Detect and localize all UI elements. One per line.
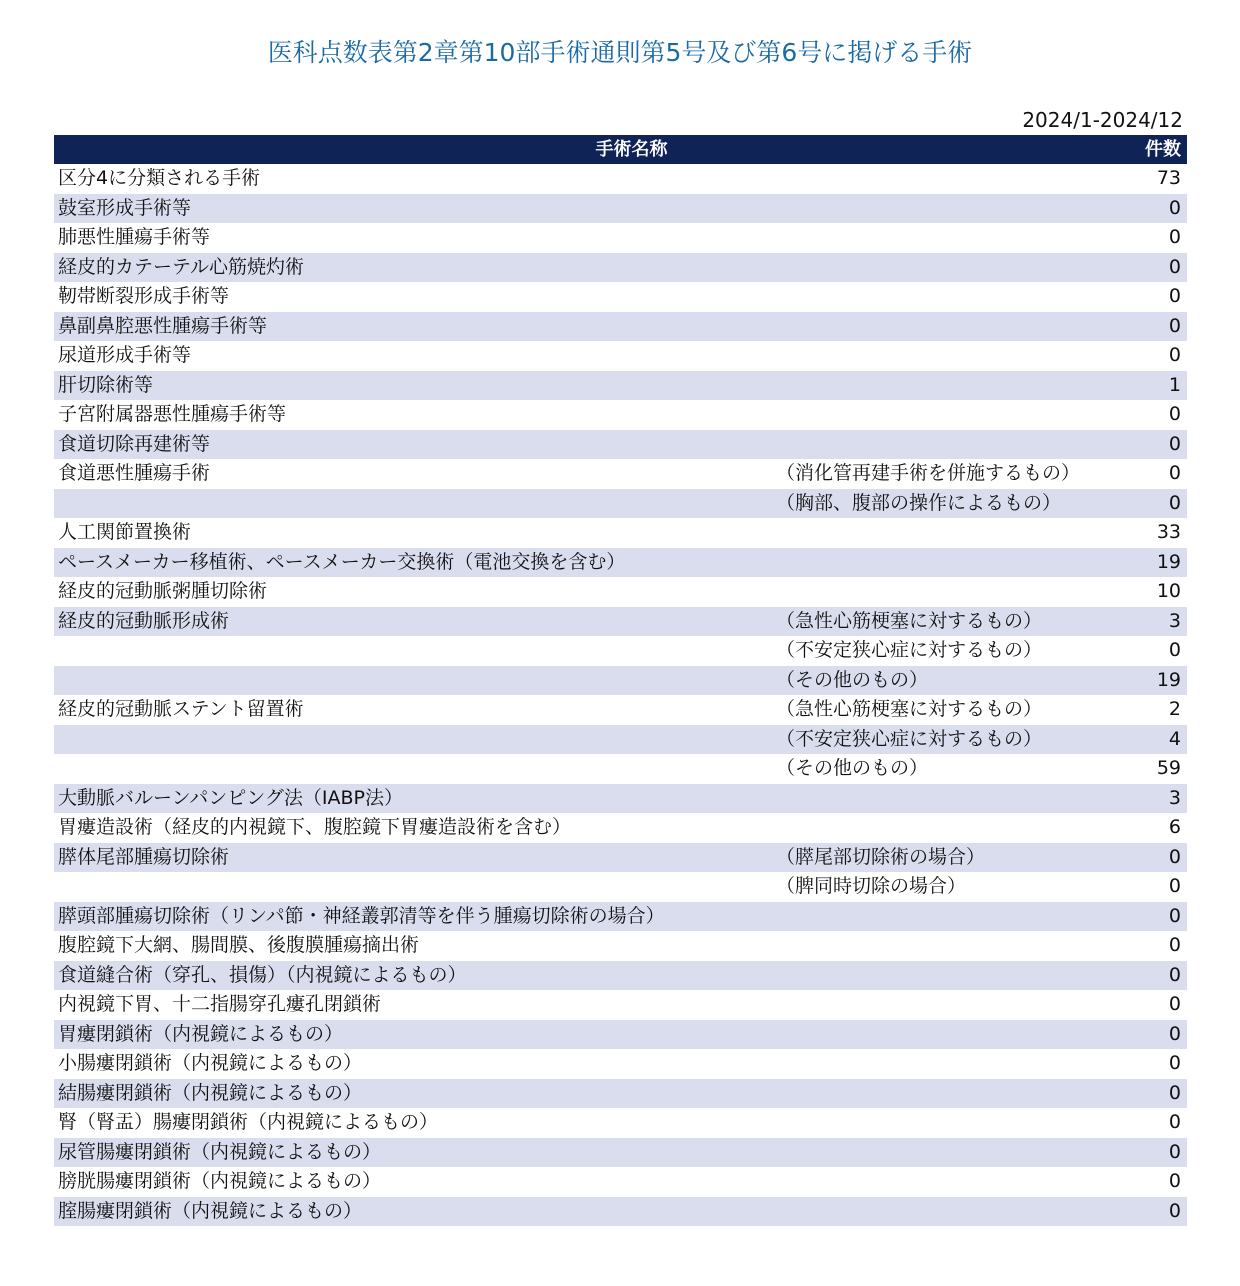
surgery-subtype-cell bbox=[774, 990, 1119, 1020]
surgery-count-table bbox=[54, 135, 1187, 1226]
surgery-subtype-cell bbox=[774, 371, 1119, 401]
surgery-name-cell: 経皮的冠動脈ステント留置術 bbox=[54, 695, 774, 725]
surgery-name-cell: 鼻副鼻腔悪性腫瘍手術等 bbox=[54, 312, 774, 342]
surgery-name-cell: 食道縫合術（穿孔、損傷）（内視鏡によるもの） bbox=[54, 961, 774, 991]
surgery-name-cell: 肝切除術等 bbox=[54, 371, 774, 401]
surgery-subtype-cell bbox=[774, 902, 1119, 932]
table-row bbox=[54, 636, 1187, 666]
surgery-name-cell: 小腸瘻閉鎖術（内視鏡によるもの） bbox=[54, 1049, 774, 1079]
surgery-subtype-cell bbox=[774, 194, 1119, 224]
surgery-subtype-cell bbox=[774, 931, 1119, 961]
surgery-name-cell: 靭帯断裂形成手術等 bbox=[54, 282, 774, 312]
count-cell: 19 bbox=[1119, 548, 1187, 578]
surgery-subtype-cell bbox=[774, 400, 1119, 430]
surgery-subtype-cell bbox=[774, 1049, 1119, 1079]
surgery-subtype-cell: （膵尾部切除術の場合） bbox=[774, 843, 1119, 873]
table-row bbox=[54, 1108, 1187, 1138]
surgery-name-cell: 人工関節置換術 bbox=[54, 518, 774, 548]
surgery-name-cell: 経皮的冠動脈粥腫切除術 bbox=[54, 577, 774, 607]
surgery-name-cell: 結腸瘻閉鎖術（内視鏡によるもの） bbox=[54, 1079, 774, 1109]
surgery-subtype-cell: （不安定狭心症に対するもの） bbox=[774, 636, 1119, 666]
table-row bbox=[54, 872, 1187, 902]
page-title: 医科点数表第2章第10部手術通則第5号及び第6号に掲げる手術 bbox=[267, 38, 973, 67]
table-row bbox=[54, 695, 1187, 725]
count-cell: 0 bbox=[1119, 990, 1187, 1020]
count-cell: 0 bbox=[1119, 253, 1187, 283]
surgery-name-cell: 膵頭部腫瘍切除術（リンパ節・神経叢郭清等を伴う腫瘍切除術の場合） bbox=[54, 902, 774, 932]
count-cell: 4 bbox=[1119, 725, 1187, 755]
surgery-subtype-cell bbox=[774, 223, 1119, 253]
table-row bbox=[54, 548, 1187, 578]
count-cell: 0 bbox=[1119, 1167, 1187, 1197]
count-cell: 0 bbox=[1119, 1079, 1187, 1109]
surgery-name-cell bbox=[54, 489, 774, 519]
count-cell: 0 bbox=[1119, 1020, 1187, 1050]
count-cell: 0 bbox=[1119, 1138, 1187, 1168]
table-row bbox=[54, 607, 1187, 637]
count-cell: 0 bbox=[1119, 1197, 1187, 1227]
table-row bbox=[54, 312, 1187, 342]
surgery-subtype-cell bbox=[774, 1138, 1119, 1168]
surgery-subtype-cell: （急性心筋梗塞に対するもの） bbox=[774, 607, 1119, 637]
table-row bbox=[54, 341, 1187, 371]
table-row bbox=[54, 577, 1187, 607]
count-cell: 6 bbox=[1119, 813, 1187, 843]
surgery-name-cell: 食道切除再建術等 bbox=[54, 430, 774, 460]
table-header-row bbox=[54, 135, 1187, 164]
count-cell: 3 bbox=[1119, 607, 1187, 637]
surgery-subtype-cell bbox=[774, 312, 1119, 342]
count-cell: 33 bbox=[1119, 518, 1187, 548]
table-row bbox=[54, 430, 1187, 460]
surgery-name-cell: 膀胱腸瘻閉鎖術（内視鏡によるもの） bbox=[54, 1167, 774, 1197]
surgery-subtype-cell bbox=[774, 784, 1119, 814]
surgery-subtype-cell bbox=[774, 813, 1119, 843]
table-row bbox=[54, 1049, 1187, 1079]
count-cell: 19 bbox=[1119, 666, 1187, 696]
table-row bbox=[54, 194, 1187, 224]
surgery-name-cell: 尿道形成手術等 bbox=[54, 341, 774, 371]
surgery-subtype-cell: （胸部、腹部の操作によるもの） bbox=[774, 489, 1119, 519]
table-row bbox=[54, 164, 1187, 194]
surgery-name-cell: 腹腔鏡下大網、腸間膜、後腹膜腫瘍摘出術 bbox=[54, 931, 774, 961]
table-row bbox=[54, 902, 1187, 932]
table-row bbox=[54, 518, 1187, 548]
count-cell: 0 bbox=[1119, 636, 1187, 666]
surgery-name-cell: 胃瘻造設術（経皮的内視鏡下、腹腔鏡下胃瘻造設術を含む） bbox=[54, 813, 774, 843]
count-cell: 0 bbox=[1119, 312, 1187, 342]
surgery-name-cell: 鼓室形成手術等 bbox=[54, 194, 774, 224]
count-cell: 0 bbox=[1119, 282, 1187, 312]
surgery-subtype-cell bbox=[774, 961, 1119, 991]
surgery-subtype-cell bbox=[774, 341, 1119, 371]
header-count: 件数 bbox=[1119, 135, 1187, 164]
table-row bbox=[54, 1197, 1187, 1227]
count-cell: 73 bbox=[1119, 164, 1187, 194]
surgery-subtype-cell: （その他のもの） bbox=[774, 666, 1119, 696]
table-row bbox=[54, 961, 1187, 991]
count-cell: 0 bbox=[1119, 902, 1187, 932]
surgery-name-cell: 経皮的カテーテル心筋焼灼術 bbox=[54, 253, 774, 283]
surgery-subtype-cell bbox=[774, 1020, 1119, 1050]
count-cell: 3 bbox=[1119, 784, 1187, 814]
table-row bbox=[54, 489, 1187, 519]
surgery-name-cell: ペースメーカー移植術、ペースメーカー交換術（電池交換を含む） bbox=[54, 548, 774, 578]
count-cell: 0 bbox=[1119, 872, 1187, 902]
surgery-subtype-cell bbox=[774, 577, 1119, 607]
table-row bbox=[54, 223, 1187, 253]
surgery-subtype-cell bbox=[774, 253, 1119, 283]
surgery-name-cell bbox=[54, 725, 774, 755]
surgery-name-cell: 膵体尾部腫瘍切除術 bbox=[54, 843, 774, 873]
count-cell: 0 bbox=[1119, 1108, 1187, 1138]
count-cell: 59 bbox=[1119, 754, 1187, 784]
surgery-name-cell: 腎（腎盂）腸瘻閉鎖術（内視鏡によるもの） bbox=[54, 1108, 774, 1138]
surgery-name-cell: 経皮的冠動脈形成術 bbox=[54, 607, 774, 637]
table-row bbox=[54, 666, 1187, 696]
table-row bbox=[54, 371, 1187, 401]
surgery-name-cell bbox=[54, 754, 774, 784]
surgery-subtype-cell: （その他のもの） bbox=[774, 754, 1119, 784]
surgery-name-cell bbox=[54, 666, 774, 696]
surgery-name-cell: 子宮附属器悪性腫瘍手術等 bbox=[54, 400, 774, 430]
count-cell: 0 bbox=[1119, 430, 1187, 460]
table-row bbox=[54, 253, 1187, 283]
surgery-name-cell bbox=[54, 872, 774, 902]
table-row bbox=[54, 459, 1187, 489]
count-cell: 0 bbox=[1119, 843, 1187, 873]
surgery-name-cell: 肺悪性腫瘍手術等 bbox=[54, 223, 774, 253]
surgery-subtype-cell bbox=[774, 1197, 1119, 1227]
count-cell: 0 bbox=[1119, 223, 1187, 253]
table-row bbox=[54, 400, 1187, 430]
surgery-subtype-cell bbox=[774, 1167, 1119, 1197]
surgery-name-cell bbox=[54, 636, 774, 666]
table-row bbox=[54, 1167, 1187, 1197]
count-cell: 0 bbox=[1119, 961, 1187, 991]
surgery-name-cell: 尿管腸瘻閉鎖術（内視鏡によるもの） bbox=[54, 1138, 774, 1168]
surgery-name-cell: 腟腸瘻閉鎖術（内視鏡によるもの） bbox=[54, 1197, 774, 1227]
surgery-subtype-cell bbox=[774, 282, 1119, 312]
surgery-subtype-cell: （消化管再建手術を併施するもの） bbox=[774, 459, 1119, 489]
count-cell: 0 bbox=[1119, 489, 1187, 519]
table-row bbox=[54, 813, 1187, 843]
table-row bbox=[54, 931, 1187, 961]
table-row bbox=[54, 725, 1187, 755]
count-cell: 0 bbox=[1119, 341, 1187, 371]
period-label: 2024/1-2024/12 bbox=[1022, 108, 1183, 132]
table-row bbox=[54, 282, 1187, 312]
surgery-subtype-cell bbox=[774, 518, 1119, 548]
count-cell: 0 bbox=[1119, 931, 1187, 961]
count-cell: 0 bbox=[1119, 459, 1187, 489]
table-row bbox=[54, 754, 1187, 784]
count-cell: 0 bbox=[1119, 1049, 1187, 1079]
table-row bbox=[54, 843, 1187, 873]
surgery-name-cell: 内視鏡下胃、十二指腸穿孔瘻孔閉鎖術 bbox=[54, 990, 774, 1020]
surgery-subtype-cell bbox=[774, 1108, 1119, 1138]
surgery-subtype-cell bbox=[774, 164, 1119, 194]
surgery-subtype-cell bbox=[774, 548, 1119, 578]
table-row bbox=[54, 1079, 1187, 1109]
surgery-name-cell: 食道悪性腫瘍手術 bbox=[54, 459, 774, 489]
header-surgery-name: 手術名称 bbox=[54, 135, 1119, 164]
surgery-subtype-cell bbox=[774, 1079, 1119, 1109]
count-cell: 0 bbox=[1119, 400, 1187, 430]
table-row bbox=[54, 1138, 1187, 1168]
surgery-subtype-cell: （脾同時切除の場合） bbox=[774, 872, 1119, 902]
table-row bbox=[54, 1020, 1187, 1050]
surgery-subtype-cell: （急性心筋梗塞に対するもの） bbox=[774, 695, 1119, 725]
count-cell: 0 bbox=[1119, 194, 1187, 224]
surgery-name-cell: 胃瘻閉鎖術（内視鏡によるもの） bbox=[54, 1020, 774, 1050]
table-row bbox=[54, 990, 1187, 1020]
table-row bbox=[54, 784, 1187, 814]
surgery-name-cell: 区分4に分類される手術 bbox=[54, 164, 774, 194]
count-cell: 2 bbox=[1119, 695, 1187, 725]
surgery-subtype-cell bbox=[774, 430, 1119, 460]
count-cell: 1 bbox=[1119, 371, 1187, 401]
surgery-subtype-cell: （不安定狭心症に対するもの） bbox=[774, 725, 1119, 755]
count-cell: 10 bbox=[1119, 577, 1187, 607]
surgery-name-cell: 大動脈バルーンパンピング法（IABP法） bbox=[54, 784, 774, 814]
table-body bbox=[54, 164, 1187, 1226]
